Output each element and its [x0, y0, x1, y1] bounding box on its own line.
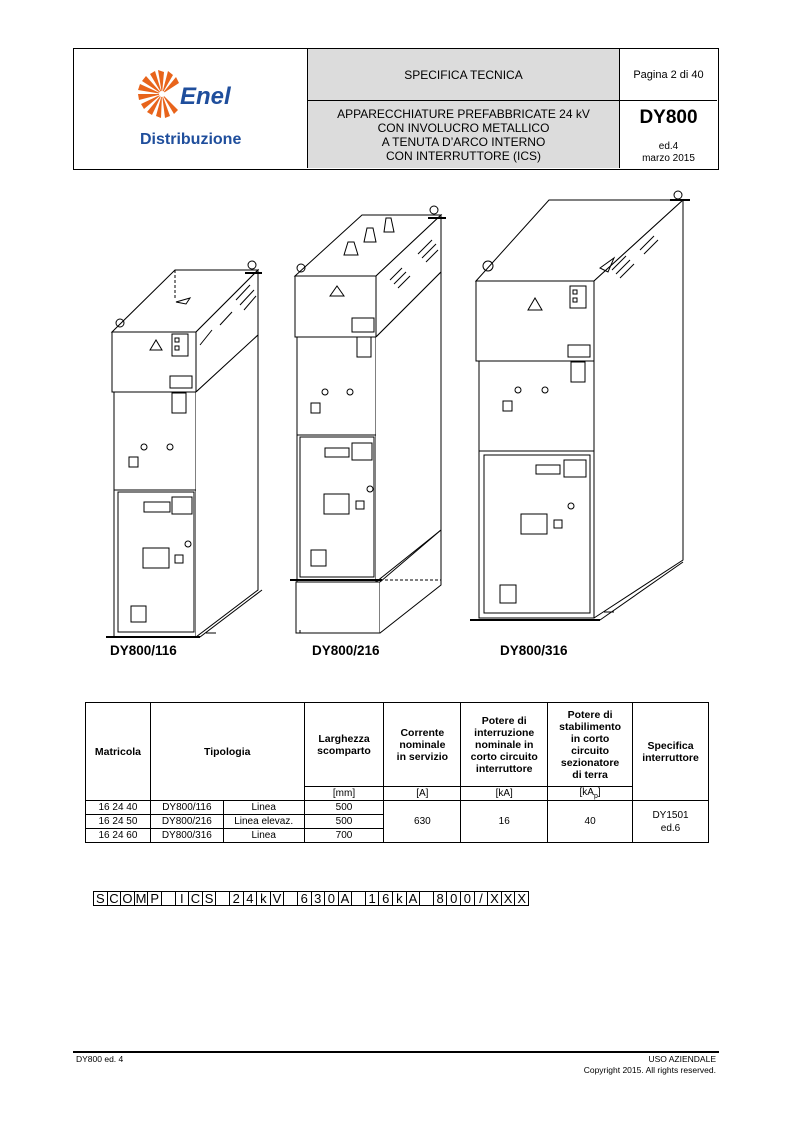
larghezza-cell: 500 [304, 815, 384, 829]
corrente-cell: 630 [384, 801, 461, 843]
code-box: k [256, 891, 271, 906]
tipo-cell: Linea [223, 829, 304, 843]
header-stabilimento: Potere di stabilimento in corto circuito sezionatore di terra [548, 703, 633, 787]
larghezza-cell: 700 [304, 829, 384, 843]
code-box: C [107, 891, 122, 906]
code-box: 1 [365, 891, 380, 906]
code-box: 4 [243, 891, 258, 906]
title-line: APPARECCHIATURE PREFABBRICATE 24 kV [337, 106, 590, 121]
tipo-cell: Linea [223, 801, 304, 815]
code-box: 8 [433, 891, 448, 906]
codice-cell: DY800/116 [150, 801, 223, 815]
code-box: 3 [311, 891, 326, 906]
footer-doc-edition: DY800 ed. 4 [76, 1054, 124, 1064]
unit-stabilimento: $[kA_p]$ [548, 787, 633, 801]
code-box: X [501, 891, 516, 906]
code-box: 6 [378, 891, 393, 906]
title-line: A TENUTA D’ARCO INTERNO [381, 134, 546, 149]
larghezza-cell: 500 [304, 801, 384, 815]
document-code: DY800 [639, 107, 698, 128]
code-box [215, 891, 230, 906]
specifica-cell: DY1501 ed.6 [633, 801, 709, 843]
code-box: C [188, 891, 203, 906]
header-corrente: Corrente nominale in servizio [384, 703, 461, 787]
page-number-cell [620, 49, 717, 101]
unit-larghezza: [mm] [304, 787, 384, 801]
interruzione-cell: 16 [461, 801, 548, 843]
logo-enel-text: Enel [180, 83, 231, 110]
code-box: X [487, 891, 502, 906]
code-box: k [392, 891, 407, 906]
footer-copyright: Copyright 2015. All rights reserved. [583, 1065, 716, 1075]
code-box: O [120, 891, 135, 906]
code-box: 6 [297, 891, 312, 906]
code-box: 0 [324, 891, 339, 906]
matricola-cell: 16 24 40 [86, 801, 151, 815]
unit-corrente: [A] [384, 787, 461, 801]
cabinet-label: DY800/116 [110, 643, 177, 658]
code-box: 0 [460, 891, 475, 906]
title-line: CON INVOLUCRO METALLICO [377, 120, 550, 135]
edition: ed.4 [658, 141, 679, 152]
stabilimento-cell: 40 [548, 801, 633, 843]
page-number: Pagina 2 di 40 [633, 68, 704, 81]
title-line: CON INTERRUTTORE (ICS) [385, 148, 542, 163]
code-box: V [270, 891, 285, 906]
logo-distribuzione-text: Distribuzione [140, 131, 242, 148]
cabinet-dy800-316 [470, 191, 690, 620]
code-box: 0 [446, 891, 461, 906]
tipo-cell: Linea elevaz. [223, 815, 304, 829]
edition-date: marzo 2015 [642, 153, 695, 164]
document-title [308, 101, 620, 168]
cabinet-dy800-116 [106, 261, 262, 637]
product-code-boxes [94, 891, 529, 907]
enel-logo [74, 49, 308, 168]
code-box [283, 891, 298, 906]
code-box: M [135, 891, 147, 906]
spec-label-cell [308, 49, 620, 101]
code-box: S [93, 891, 108, 906]
table-row [86, 801, 709, 815]
matricola-cell: 16 24 60 [86, 829, 151, 843]
codice-cell: DY800/216 [150, 815, 223, 829]
code-box [161, 891, 176, 906]
code-box: I [175, 891, 190, 906]
code-box [419, 891, 434, 906]
code-box: X [514, 891, 529, 906]
matricola-cell: 16 24 50 [86, 815, 151, 829]
footer-usage: USO AZIENDALE [648, 1054, 716, 1064]
cabinet-label: DY800/316 [500, 643, 568, 658]
header-specifica: Specifica interruttore [633, 703, 709, 801]
header-interruzione: Potere di interruzione nominale in corto circuito interruttore [461, 703, 548, 787]
spec-label: SPECIFICA TECNICA [404, 67, 523, 82]
code-box: P [147, 891, 162, 906]
code-box: / [474, 891, 489, 906]
header-matricola: Matricola [86, 703, 151, 801]
logo-cell [74, 49, 308, 168]
code-box: A [338, 891, 353, 906]
specification-table [85, 702, 709, 843]
cabinet-label: DY800/216 [312, 643, 380, 658]
cabinet-dy800-216 [290, 206, 446, 633]
code-box: 2 [229, 891, 244, 906]
code-box: S [202, 891, 217, 906]
cabinet-drawings [0, 190, 794, 660]
header-tipologia: Tipologia [150, 703, 304, 801]
code-box [351, 891, 366, 906]
header-larghezza: Larghezza scomparto [304, 703, 384, 787]
edition-info [620, 141, 717, 165]
footer-rule [73, 1051, 719, 1053]
enel-sun-icon [138, 70, 179, 118]
document-code-cell [620, 101, 717, 168]
code-box: A [406, 891, 421, 906]
unit-interruzione: [kA] [461, 787, 548, 801]
document-header [73, 48, 719, 170]
codice-cell: DY800/316 [150, 829, 223, 843]
